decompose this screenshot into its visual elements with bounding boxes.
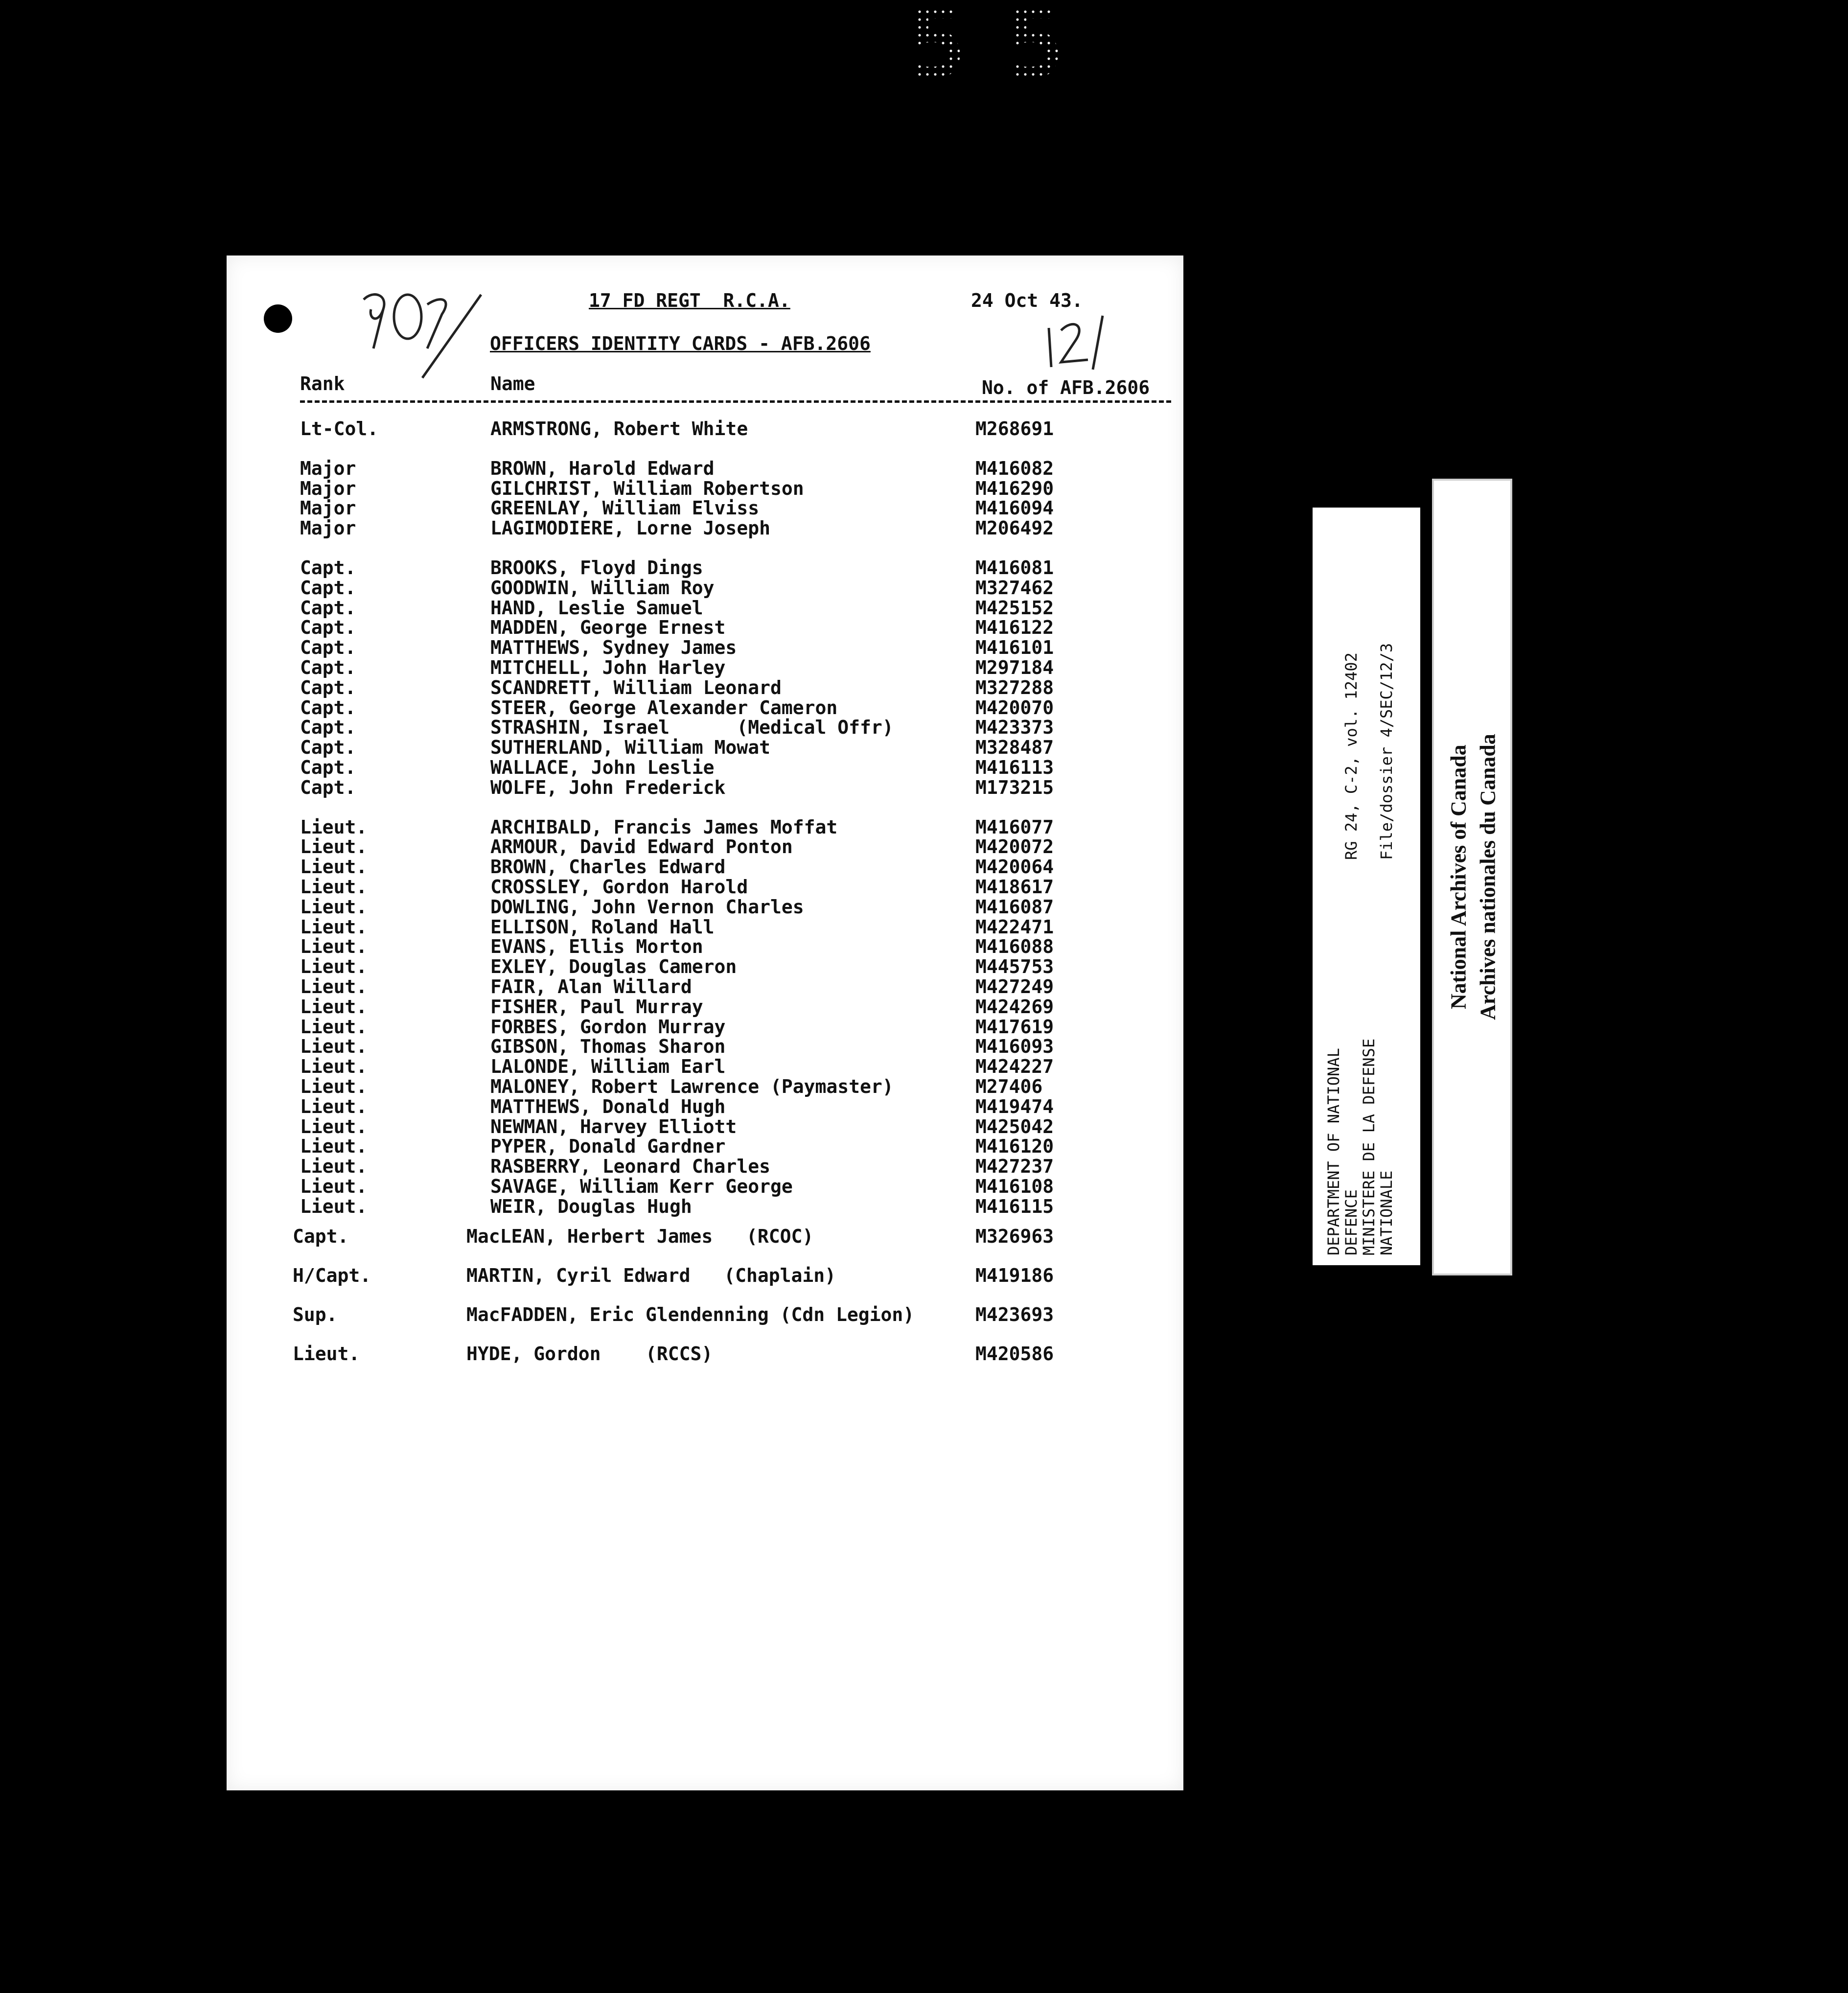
officer-name: FISHER, Paul Murray [490,996,703,1018]
column-header-rank: Rank [300,373,345,394]
table-row [227,1077,1183,1097]
afb-number: M328487 [975,737,1054,759]
afb-number: M423693 [975,1304,1054,1325]
afb-number: M416108 [975,1176,1054,1197]
table-row [227,1057,1183,1077]
label-line: DEFENCE [1342,1189,1361,1255]
officer-name: MATTHEWS, Donald Hugh [490,1095,726,1117]
reference-label [1313,508,1420,1265]
table-row [227,997,1183,1017]
officer-rank: Capt. [300,676,356,698]
afb-number: M206492 [975,517,1054,539]
afb-number: M173215 [975,776,1054,798]
officer-name: FAIR, Alan Willard [490,976,692,997]
officer-rank: Lieut. [300,836,368,858]
officer-name: RASBERRY, Leonard Charles [490,1156,770,1178]
reference-volume: RG 24, C-2, vol. 12402 [1342,652,1361,860]
table-row [227,459,1183,479]
officer-rank: Lieut. [300,1195,368,1217]
officer-name: MADDEN, George Ernest [490,617,726,639]
punch-hole [264,304,292,333]
table-row [227,598,1183,618]
afb-number: M425152 [975,597,1054,619]
table-row [227,917,1183,937]
document-page [227,255,1183,1790]
afb-number: M417619 [975,1016,1054,1038]
officer-rank: Lieut. [300,856,368,878]
afb-number: M445753 [975,956,1054,978]
afb-number: M27406 [975,1076,1043,1097]
table-row [227,678,1183,698]
officer-name: STRASHIN, Israel (Medical Offr) [490,717,894,739]
officer-name: GILCHRIST, William Robertson [490,477,804,499]
officer-name: BROOKS, Floyd Dings [490,557,703,579]
officer-name: HAND, Leslie Samuel [490,597,703,619]
officer-name: GOODWIN, William Roy [490,577,715,599]
officer-name: SCANDRETT, William Leonard [490,676,782,698]
table-row [227,1136,1183,1157]
officer-rank: Lieut. [300,956,368,978]
afb-number: M416077 [975,816,1054,838]
officer-rank: Lieut. [293,1343,360,1365]
archive-name-fr: Archives nationales du Canada [1476,734,1500,1020]
officer-rank: Major [300,517,356,539]
table-row [227,1097,1183,1117]
officer-name: DOWLING, John Vernon Charles [490,896,804,918]
afb-number: M416122 [975,617,1054,639]
officer-name: BROWN, Harold Edward [490,457,715,479]
document-subtitle: OFFICERS IDENTITY CARDS - AFB.2606 [490,333,871,354]
afb-number: M268691 [975,418,1054,440]
officer-rank: Capt. [300,696,356,718]
officer-rank: Lieut. [300,896,368,918]
officer-name: PYPER, Donald Gardner [490,1136,726,1158]
table-row [227,957,1183,977]
officer-name: NEWMAN, Harvey Elliott [490,1115,737,1137]
officer-name: HYDE, Gordon (RCCS) [466,1343,713,1365]
officer-rank: Lieut. [300,1136,368,1158]
officer-name: WOLFE, John Frederick [490,776,726,798]
afb-number: M416082 [975,457,1054,479]
column-header-number: No. of AFB.2606 [982,377,1150,398]
officer-name: SUTHERLAND, William Mowat [490,737,770,759]
table-row [227,578,1183,598]
table-row [227,1344,1183,1364]
table-row [227,558,1183,578]
afb-number: M416115 [975,1195,1054,1217]
officer-name: SAVAGE, William Kerr George [490,1176,793,1197]
afb-number: M424227 [975,1056,1054,1078]
table-row [227,877,1183,897]
table-row [227,1227,1183,1247]
table-row [227,857,1183,877]
afb-number: M327288 [975,676,1054,698]
table-row [227,658,1183,678]
table-row [227,1117,1183,1137]
officer-rank: Capt. [293,1226,349,1247]
afb-number: M427249 [975,976,1054,997]
officer-name: CROSSLEY, Gordon Harold [490,876,748,898]
document-date: 24 Oct 43. [971,290,1083,311]
table-row [227,977,1183,997]
officer-rank: Capt. [300,577,356,599]
table-row [227,1017,1183,1037]
table-row [227,498,1183,518]
officer-rank: Lieut. [300,1095,368,1117]
table-row [227,698,1183,718]
officer-rank: Lieut. [300,916,368,938]
label-line: DEPARTMENT OF NATIONAL [1324,1048,1343,1255]
officer-rank: Lieut. [300,976,368,997]
table-row [227,518,1183,538]
afb-number: M425042 [975,1115,1054,1137]
label-line: NATIONALE [1377,1170,1396,1255]
table-row [227,1037,1183,1057]
table-row [227,1177,1183,1197]
officer-rank: Capt. [300,637,356,659]
afb-number: M416093 [975,1036,1054,1058]
table-row [227,758,1183,778]
officer-rank: H/Capt. [293,1265,371,1286]
header-divider [300,400,1171,403]
table-row [227,738,1183,758]
afb-number: M420586 [975,1343,1054,1365]
handwritten-number-mark [1039,313,1112,372]
table-row [227,897,1183,917]
table-row [227,419,1183,439]
table-row [227,817,1183,837]
officer-rank: Capt. [300,757,356,778]
officer-name: BROWN, Charles Edward [490,856,726,878]
officer-rank: Lieut. [300,1056,368,1078]
archive-label [1432,479,1512,1275]
officer-name: LAGIMODIERE, Lorne Joseph [490,517,770,539]
table-row [227,937,1183,957]
officer-name: GIBSON, Thomas Sharon [490,1036,726,1058]
officer-rank: Capt. [300,657,356,678]
afb-number: M416113 [975,757,1054,778]
officer-name: ARCHIBALD, Francis James Moffat [490,816,838,838]
officer-rank: Lieut. [300,1176,368,1197]
officer-rank: Lt-Col. [300,418,379,440]
officer-rank: Lieut. [300,816,368,838]
afb-number: M416094 [975,497,1054,519]
table-row [227,837,1183,857]
officer-rank: Lieut. [300,876,368,898]
officer-rank: Capt. [300,597,356,619]
officer-name: WALLACE, John Leslie [490,757,715,778]
officer-rank: Lieut. [300,1016,368,1038]
table-row [227,638,1183,658]
afb-number: M416120 [975,1136,1054,1158]
archive-name-en: National Archives of Canada [1446,744,1471,1010]
afb-number: M420070 [975,696,1054,718]
officer-rank: Capt. [300,776,356,798]
officer-name: ELLISON, Roland Hall [490,916,715,938]
officer-name: GREENLAY, William Elviss [490,497,760,519]
table-row [227,618,1183,638]
afb-number: M420064 [975,856,1054,878]
table-row [227,1305,1183,1325]
reference-file: File/dossier 4/SEC/12/3 [1377,643,1396,860]
afb-number: M419186 [975,1265,1054,1286]
afb-number: M418617 [975,876,1054,898]
frame-digit: 5 [1006,0,1065,101]
officer-name: ARMOUR, David Edward Ponton [490,836,793,858]
afb-number: M416081 [975,557,1054,579]
officer-rank: Major [300,457,356,479]
officer-rank: Lieut. [300,1076,368,1097]
officer-rank: Lieut. [300,1036,368,1058]
officer-rank: Lieut. [300,1156,368,1178]
table-row [227,1157,1183,1177]
frame-number [905,0,1067,101]
afb-number: M416290 [975,477,1054,499]
afb-number: M416088 [975,936,1054,958]
officer-name: FORBES, Gordon Murray [490,1016,726,1038]
afb-number: M326963 [975,1226,1054,1247]
afb-number: M423373 [975,717,1054,739]
officer-rank: Capt. [300,617,356,639]
officer-rank: Lieut. [300,1115,368,1137]
officer-name: MacLEAN, Herbert James (RCOC) [466,1226,814,1247]
afb-number: M422471 [975,916,1054,938]
label-line: MINISTERE DE LA DEFENSE [1360,1038,1378,1255]
afb-number: M297184 [975,657,1054,678]
officer-name: MacFADDEN, Eric Glendenning (Cdn Legion) [466,1304,915,1325]
officer-name: MATTHEWS, Sydney James [490,637,737,659]
officer-rank: Capt. [300,717,356,739]
column-header-name: Name [490,373,535,394]
afb-number: M416101 [975,637,1054,659]
officer-rank: Sup. [293,1304,338,1325]
officer-name: MITCHELL, John Harley [490,657,726,678]
table-row [227,1197,1183,1217]
officer-name: ARMSTRONG, Robert White [490,418,748,440]
officer-name: EVANS, Ellis Morton [490,936,703,958]
handwritten-folio-mark [354,285,501,383]
officer-rank: Major [300,497,356,519]
officer-name: EXLEY, Douglas Cameron [490,956,737,978]
afb-number: M419474 [975,1095,1054,1117]
officer-rank: Capt. [300,737,356,759]
officer-name: MALONEY, Robert Lawrence (Paymaster) [490,1076,894,1097]
table-row [227,778,1183,798]
table-row [227,479,1183,499]
officer-name: LALONDE, William Earl [490,1056,726,1078]
officer-rank: Lieut. [300,996,368,1018]
frame-digit: 5 [907,0,967,101]
afb-number: M420072 [975,836,1054,858]
table-row [227,1266,1183,1286]
afb-number: M327462 [975,577,1054,599]
officer-rank: Major [300,477,356,499]
document-title: 17 FD REGT R.C.A. [589,290,790,311]
officer-name: MARTIN, Cyril Edward (Chaplain) [466,1265,836,1286]
afb-number: M427237 [975,1156,1054,1178]
afb-number: M424269 [975,996,1054,1018]
afb-number: M416087 [975,896,1054,918]
officer-name: STEER, George Alexander Cameron [490,696,838,718]
officer-name: WEIR, Douglas Hugh [490,1195,692,1217]
officer-rank: Lieut. [300,936,368,958]
officer-rank: Capt. [300,557,356,579]
table-row [227,718,1183,738]
